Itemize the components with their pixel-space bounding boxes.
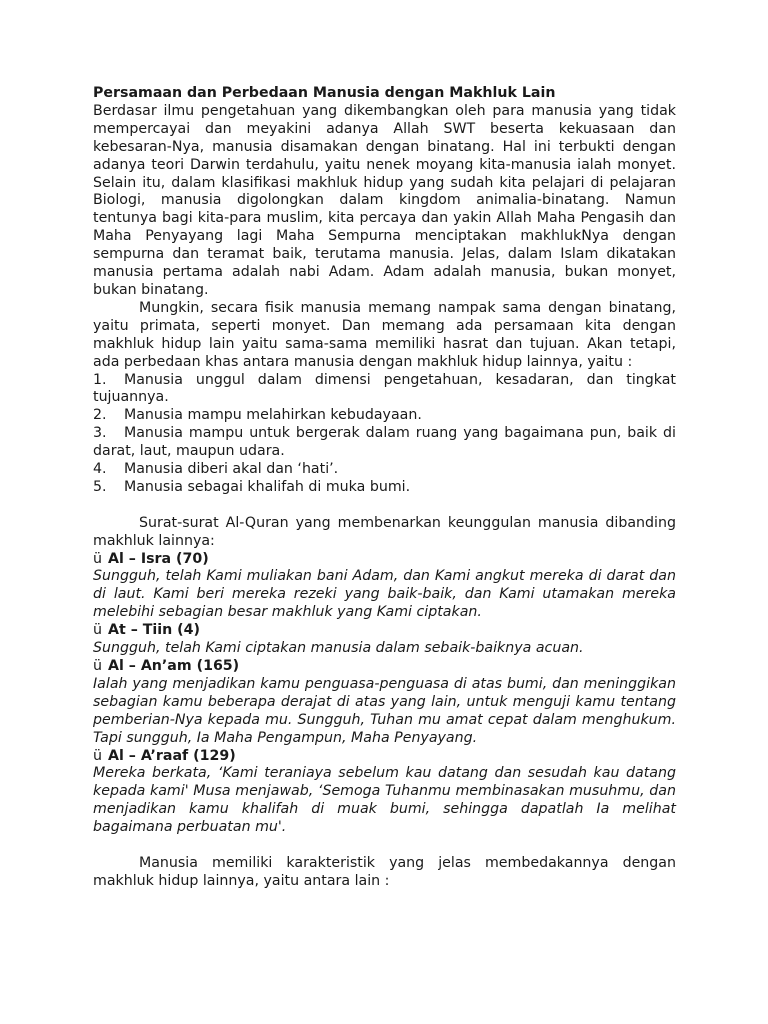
verse-reference bbox=[93, 748, 676, 766]
document-title: Persamaan dan Perbedaan Manusia dengan Makhluk Lain bbox=[93, 85, 556, 101]
checkmark-bullet-icon: ü bbox=[93, 622, 102, 639]
verse-ref-text: Al – Isra (70) bbox=[108, 550, 209, 567]
list-text: Manusia unggul dalam dimensi pengetahuan, kesadaran, dan tingkat tujuannya. bbox=[93, 371, 676, 406]
list-item bbox=[93, 372, 676, 408]
list-number: 3. bbox=[93, 425, 107, 442]
list-item bbox=[93, 461, 676, 479]
list-number: 2. bbox=[93, 407, 107, 424]
verse-reference bbox=[93, 551, 676, 569]
verse-text: Sungguh, telah Kami ciptakan manusia dalam sebaik-baiknya acuan. bbox=[93, 640, 584, 657]
list-text: Manusia sebagai khalifah di muka bumi. bbox=[124, 478, 411, 495]
quran-intro-paragraph: Surat-surat Al-Quran yang membenarkan keunggulan manusia dibanding makhluk lainnya: bbox=[93, 514, 676, 549]
verse-ref-text: Al – A’raaf (129) bbox=[108, 747, 236, 764]
checkmark-bullet-icon: ü bbox=[93, 657, 102, 674]
characteristics-paragraph: Manusia memiliki karakteristik yang jelas membedakannya dengan makhluk hidup lainnya, yaitu antara lain : bbox=[93, 854, 676, 889]
list-text: Manusia diberi akal dan ‘hati’. bbox=[124, 461, 339, 478]
list-item bbox=[93, 479, 676, 497]
list-text: Manusia mampu untuk bergerak dalam ruang yang bagaimana pun, baik di darat, laut, maupun udara. bbox=[93, 425, 676, 460]
list-item bbox=[93, 425, 676, 461]
checkmark-bullet-icon: ü bbox=[93, 747, 102, 764]
similarity-paragraph: Mungkin, secara fisik manusia memang nampak sama dengan binatang, yaitu primata, seperti monyet. Dan memang ada persamaan kita dengan makhluk hidup lain yaitu sama-sama memiliki hasrat dan tujuan. Akan tetapi, ada perbedaan khas antara manusia dengan makhluk hidup lainnya, yaitu : bbox=[93, 299, 676, 370]
list-text: Manusia mampu melahirkan kebudayaan. bbox=[124, 407, 422, 424]
list-item bbox=[93, 407, 676, 425]
verse-ref-text: At – Tiin (4) bbox=[108, 622, 201, 639]
intro-paragraph: Berdasar ilmu pengetahuan yang dikembangkan oleh para manusia yang tidak mempercayai dan meyakini adanya Allah SWT beserta kekuasaan dan kebesaran-Nya, manusia disamakan dengan binatang. Hal ini terbukti dengan adanya teori Darwin terdahulu, yaitu nenek moyang kita-manusia ialah monyet. Selain itu, dalam klasifikasi makhluk hidup yang sudah kita pelajari di pelajaran Biologi, manusia digolongkan dalam kingdom animalia-binatang. Namun tentunya bagi kita-para muslim, kita percaya dan yakin Allah Maha Pengasih dan Maha Penyayang lagi Maha Sempurna menciptakan makhlukNya dengan sempurna dan teramat baik, terutama manusia. Jelas, dalam Islam dikatakan manusia pertama adalah nabi Adam. Adam adalah manusia, bukan monyet, bukan binatang. bbox=[93, 102, 676, 298]
verse-text: Ialah yang menjadikan kamu penguasa-penguasa di atas bumi, dan meninggikan sebagian kamu beberapa derajat di atas yang lain, untuk menguji kamu tentang pemberian-Nya kepada mu. Sungguh, Tuhan mu amat cepat dalam menghukum. Tapi sungguh, Ia Maha Pengampun, Maha Penyayang. bbox=[93, 675, 676, 746]
document-page bbox=[93, 85, 676, 891]
verse-reference bbox=[93, 622, 676, 640]
list-number: 4. bbox=[93, 461, 107, 478]
list-number: 5. bbox=[93, 478, 107, 495]
list-number: 1. bbox=[93, 371, 107, 388]
verse-text: Mereka berkata, ‘Kami teraniaya sebelum kau datang dan sesudah kau datang kepada kami' Musa menjawab, ‘Semoga Tuhanmu membinasakan musuhmu, dan menjadikan kamu khalifah di muak bumi, sehingga dapatlah Ia melihat bagaimana perbuatan mu'. bbox=[93, 765, 676, 836]
verse-reference bbox=[93, 658, 676, 676]
checkmark-bullet-icon: ü bbox=[93, 550, 102, 567]
verse-ref-text: Al – An’am (165) bbox=[108, 657, 240, 674]
blank-line bbox=[93, 837, 676, 855]
blank-line bbox=[93, 497, 676, 515]
verse-text: Sungguh, telah Kami muliakan bani Adam, dan Kami angkut mereka di darat dan di laut. Kami beri mereka rezeki yang baik-baik, dan Kami utamakan mereka melebihi sebagian besar makhluk yang Kami ciptakan. bbox=[93, 568, 676, 621]
